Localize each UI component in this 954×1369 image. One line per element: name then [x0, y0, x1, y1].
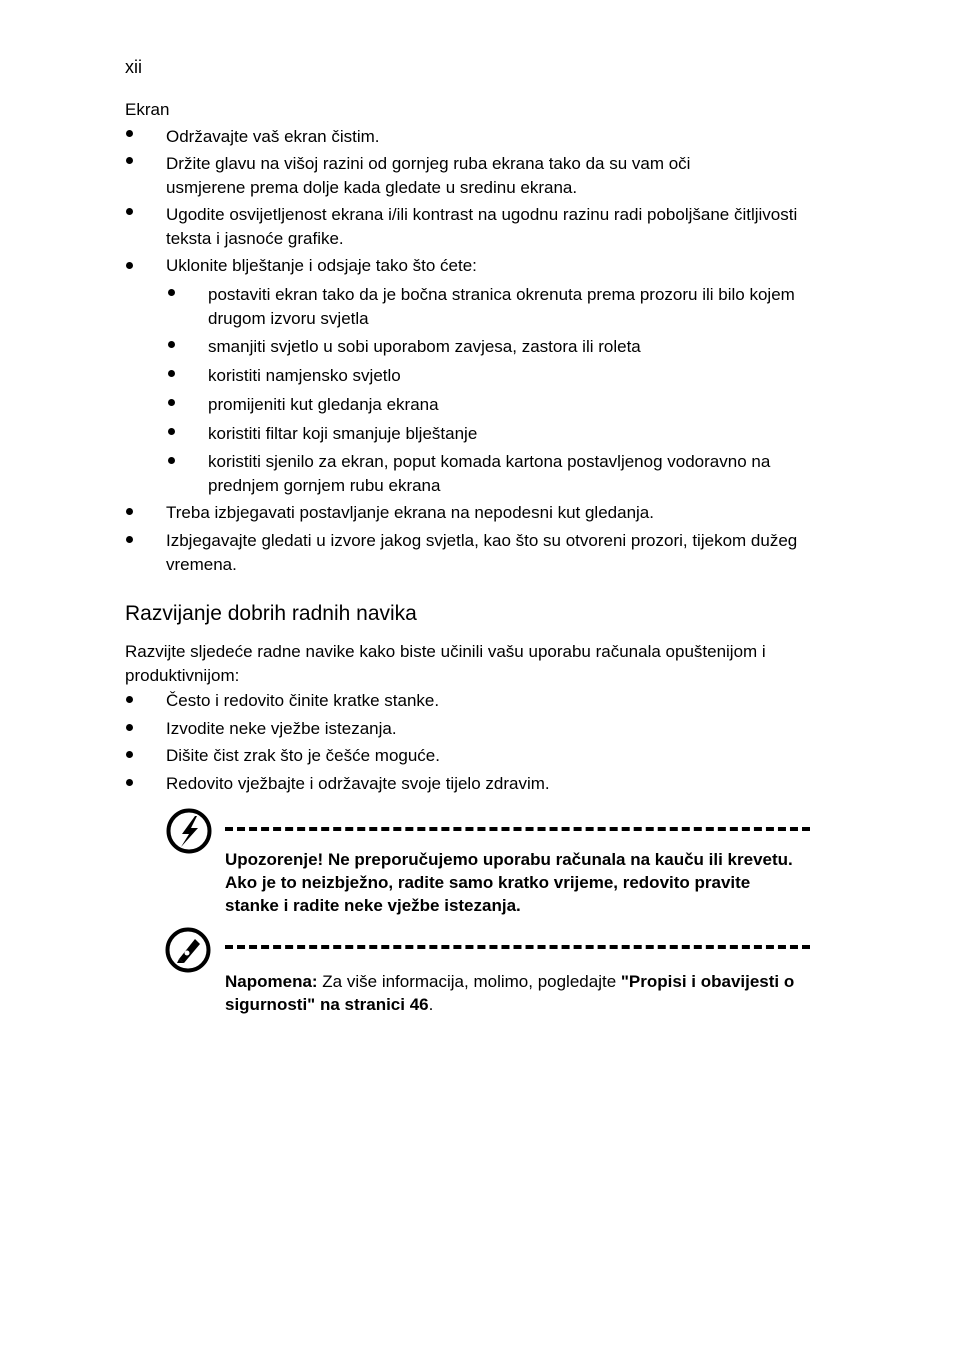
warning-text — [225, 848, 795, 917]
note-pen-icon — [164, 926, 212, 974]
note-text — [225, 970, 795, 1016]
intro-paragraph: Razvijte sljedeće radne navike kako biste učinili vašu uporabu računala opuštenijom i produktivnijom: — [125, 642, 766, 685]
bullet-icon — [126, 536, 133, 543]
warning-lightning-icon — [165, 807, 213, 855]
list-item: Držite glavu na višoj razini od gornjeg ruba ekrana tako da su vam oči usmjerene prema dolje kada gledate u sredinu ekrana. — [166, 154, 691, 197]
list-item: Često i redovito činite kratke stanke. — [166, 691, 440, 710]
section-heading: Razvijanje dobrih radnih navika — [125, 602, 417, 625]
list-item: Dišite čist zrak što je češće moguće. — [166, 746, 440, 765]
sub-bullet-icon — [168, 341, 175, 348]
bullet-icon — [126, 130, 133, 137]
bullet-icon — [126, 724, 133, 731]
note-end: . — [428, 995, 434, 1014]
sub-bullet-icon — [168, 457, 175, 464]
note-body: Za više informacija, molimo, pogledajte — [317, 972, 621, 991]
list-item: Izbjegavajte gledati u izvore jakog svjetla, kao što su otvoreni prozori, tijekom dužeg vremena. — [166, 531, 798, 574]
list-item: Treba izbjegavati postavljanje ekrana na nepodesni kut gledanja. — [166, 503, 654, 522]
bullet-icon — [126, 508, 133, 515]
note-reference-link[interactable]: "Propisi i obavijesti o sigurnosti" na stranici 46 — [225, 972, 795, 1014]
sub-list-item: koristiti filtar koji smanjuje blještanje — [208, 424, 478, 443]
sub-list-item: postaviti ekran tako da je bočna stranica okrenuta prema prozoru ili bilo kojem drugom izvoru svjetla — [208, 285, 795, 328]
page-number: xii — [125, 57, 142, 77]
note-divider — [225, 945, 810, 949]
bullet-icon — [126, 157, 133, 164]
sub-list-item: koristiti namjensko svjetlo — [208, 366, 401, 385]
sub-list-item: promijeniti kut gledanja ekrana — [208, 395, 439, 414]
bullet-icon — [126, 208, 133, 215]
list-item: Održavajte vaš ekran čistim. — [166, 127, 380, 146]
list-item: Izvodite neke vježbe istezanja. — [166, 719, 397, 738]
list-item: Uklonite blještanje i odsjaje tako što ćete: — [166, 256, 477, 275]
sub-bullet-icon — [168, 370, 175, 377]
bullet-icon — [126, 751, 133, 758]
sub-list-item: koristiti sjenilo za ekran, poput komada kartona postavljenog vodoravno na prednjem gornjem rubu ekrana — [208, 452, 771, 495]
sub-bullet-icon — [168, 428, 175, 435]
section-title-ekran: Ekran — [125, 100, 170, 119]
bullet-icon — [126, 696, 133, 703]
sub-bullet-icon — [168, 399, 175, 406]
warning-divider — [225, 827, 810, 831]
sub-bullet-icon — [168, 289, 175, 296]
warning-bold-text: Upozorenje! Ne preporučujemo uporabu računala na kauču ili krevetu. Ako je to neizbježno, radite samo kratko vrijeme, redovito pravite stanke i radite neke vježbe istezanja. — [225, 850, 793, 915]
sub-list-item: smanjiti svjetlo u sobi uporabom zavjesa, zastora ili roleta — [208, 337, 641, 356]
note-label: Napomena: — [225, 972, 318, 991]
list-item: Redovito vježbajte i održavajte svoje tijelo zdravim. — [166, 774, 550, 793]
bullet-icon — [126, 779, 133, 786]
list-item: Ugodite osvijetljenost ekrana i/ili kontrast na ugodnu razinu radi poboljšane čitljivosti teksta i jasnoće grafike. — [166, 205, 798, 248]
bullet-icon — [126, 262, 133, 269]
